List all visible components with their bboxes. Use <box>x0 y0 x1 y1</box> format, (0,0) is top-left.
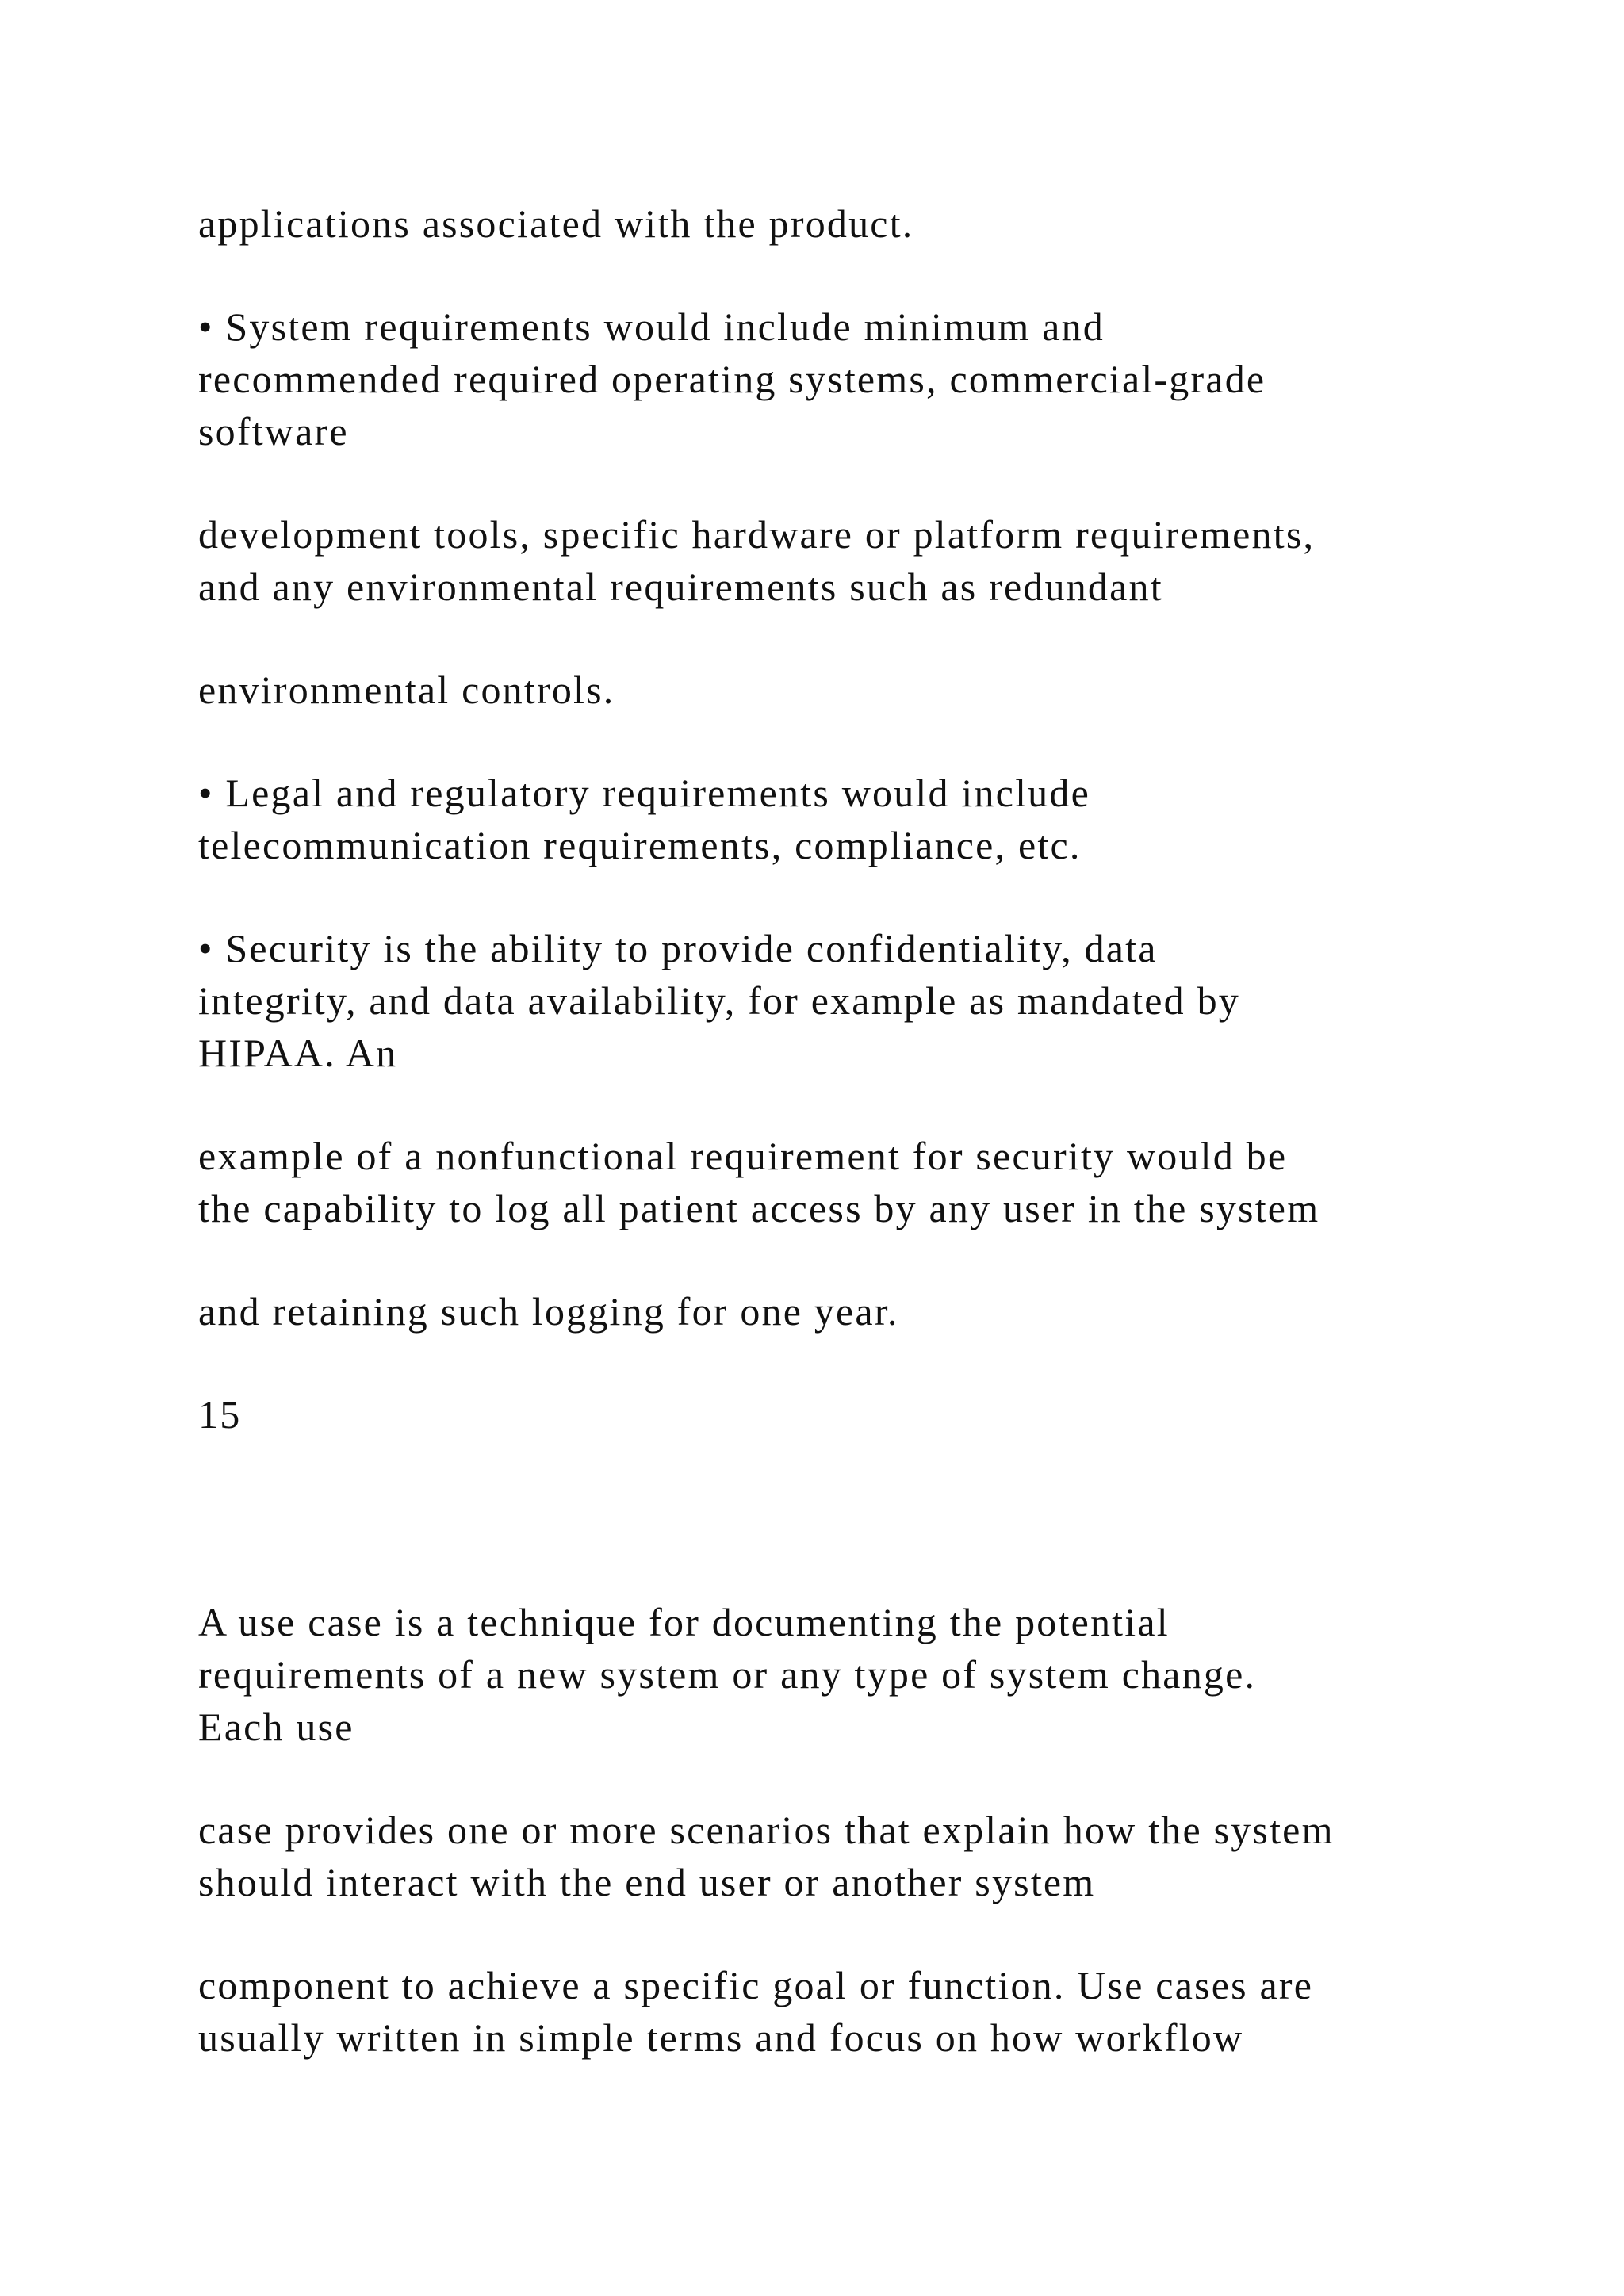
text-line: requirements of a new system or any type of system change. <box>198 1652 1257 1697</box>
bullet-text-line: • Security is the ability to provide confidentiality, data <box>198 926 1158 970</box>
text-line: telecommunication requirements, compliance, etc. <box>198 823 1082 867</box>
bullet-text-line: • Legal and regulatory requirements would include <box>198 771 1090 815</box>
text-line: example of a nonfunctional requirement for security would be <box>198 1134 1288 1178</box>
bullet-text-line: • System requirements would include minimum and <box>198 304 1105 349</box>
text-line: usually written in simple terms and focus on how workflow <box>198 2015 1244 2060</box>
text-line: development tools, specific hardware or platform requirements, <box>198 512 1316 557</box>
text-line: and retaining such logging for one year. <box>198 1289 899 1334</box>
page-number: 15 <box>198 1392 242 1437</box>
text-line: environmental controls. <box>198 668 615 712</box>
text-line: Each use <box>198 1705 354 1749</box>
text-line: should interact with the end user or another system <box>198 1860 1096 1904</box>
text-line: HIPAA. An <box>198 1031 398 1075</box>
text-line: A use case is a technique for documenting the potential <box>198 1600 1170 1644</box>
text-line: software <box>198 409 349 453</box>
text-line: component to achieve a specific goal or function. Use cases are <box>198 1963 1314 2007</box>
text-line: recommended required operating systems, commercial-grade <box>198 357 1266 401</box>
text-line: case provides one or more scenarios that explain how the system <box>198 1808 1335 1852</box>
text-line: the capability to log all patient access by any user in the system <box>198 1186 1320 1230</box>
text-line: and any environmental requirements such as redundant <box>198 564 1163 609</box>
text-line: integrity, and data availability, for example as mandated by <box>198 978 1240 1023</box>
text-line: applications associated with the product. <box>198 201 914 246</box>
